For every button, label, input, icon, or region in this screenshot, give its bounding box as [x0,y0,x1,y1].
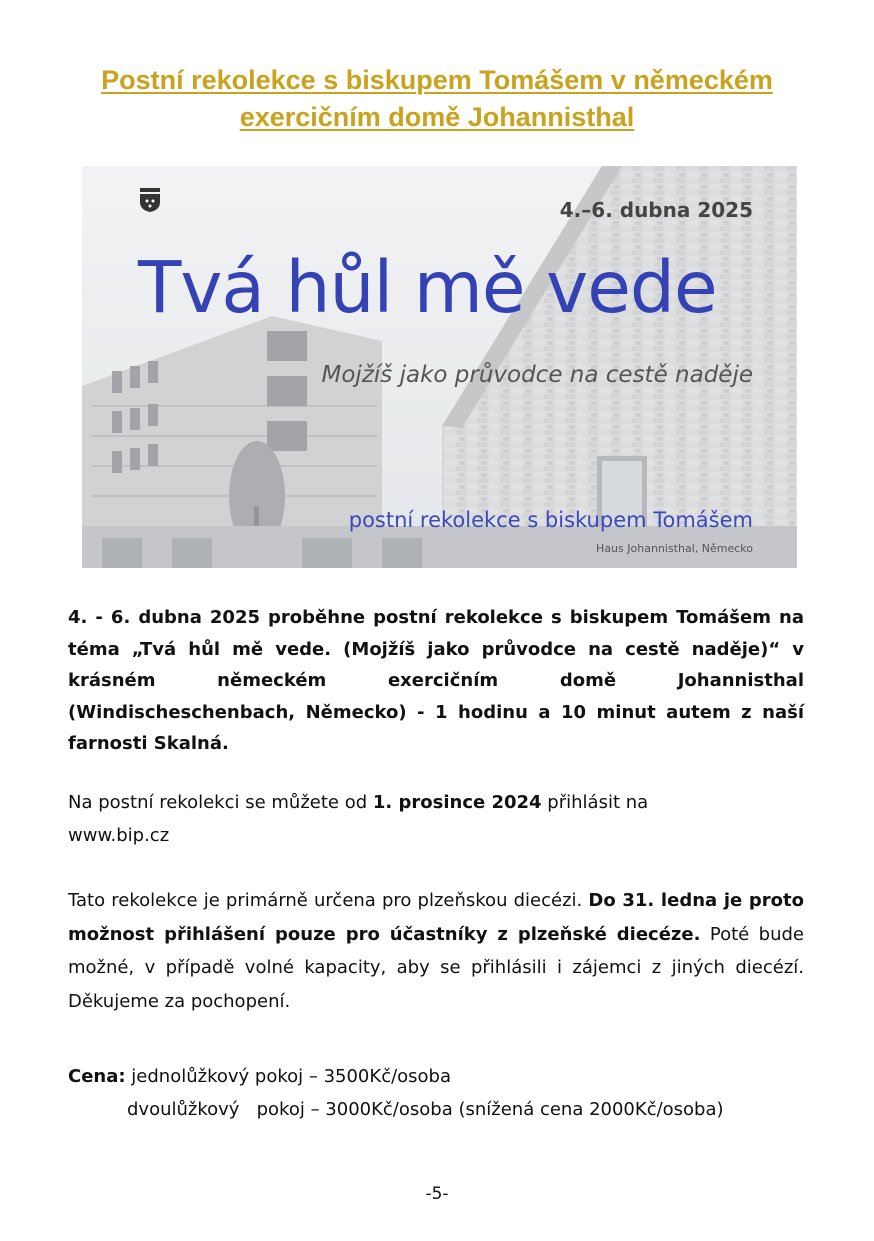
price-double: dvoulůžkový pokoj – 3000Kč/osoba (snížená cena 2000Kč/osoba) [127,1099,724,1120]
event-banner [82,166,797,568]
registration-paragraph [68,786,804,852]
registration-date: 1. prosince 2024 [372,792,542,813]
eligibility-text-before: Tato rekolekce je primárně určena pro plzeňskou diecézi. [68,890,589,911]
page-number: -5- [425,1184,449,1204]
eligibility-text-after: Poté bude možné, v případě volné kapacity, aby se přihlásili i zájemci z jiných diecézí. Děkujeme za pochopení. [68,923,804,1012]
intro-paragraph: 4. - 6. dubna 2025 proběhne postní rekolekce s biskupem Tomášem na téma „Tvá hůl mě vede. (Mojžíš jako průvodce na cestě naděje)“ v krásném německém exercičním domě Johannisthal (Windischeschenbach, Německo) - 1 hodinu a 10 minut autem z naší farnosti Skalná. [68,607,804,754]
banner-date: 4.–6. dubna 2025 [559,198,753,222]
eligibility-bold: Do 31. ledna je proto možnost přihlášení pouze pro účastníky z plzeňské diecéze. [68,890,804,945]
registration-text-after: přihlásit na [541,792,649,813]
price-section [68,1060,804,1126]
price-label: Cena: [68,1066,126,1087]
banner-subtitle: Mojžíš jako průvodce na cestě naděje [321,362,753,388]
banner-tagline: postní rekolekce s biskupem Tomášem [348,508,753,532]
diocese-emblem-icon [140,188,160,212]
registration-text-before: Na postní rekolekci se můžete od [68,792,373,813]
title-line-1: Postní rekolekce s biskupem Tomášem v německém [101,65,773,95]
banner-headline: Tvá hůl mě vede [138,246,717,329]
price-single-line [68,1060,804,1093]
eligibility-paragraph [68,884,804,1018]
title-line-2: exercičním domě Johannisthal [239,102,635,132]
banner-place: Haus Johannisthal, Německo [596,542,753,555]
price-single: jednolůžkový pokoj – 3500Kč/osoba [125,1066,452,1087]
article-title [40,62,834,136]
registration-url[interactable]: www.bip.cz [68,825,170,846]
